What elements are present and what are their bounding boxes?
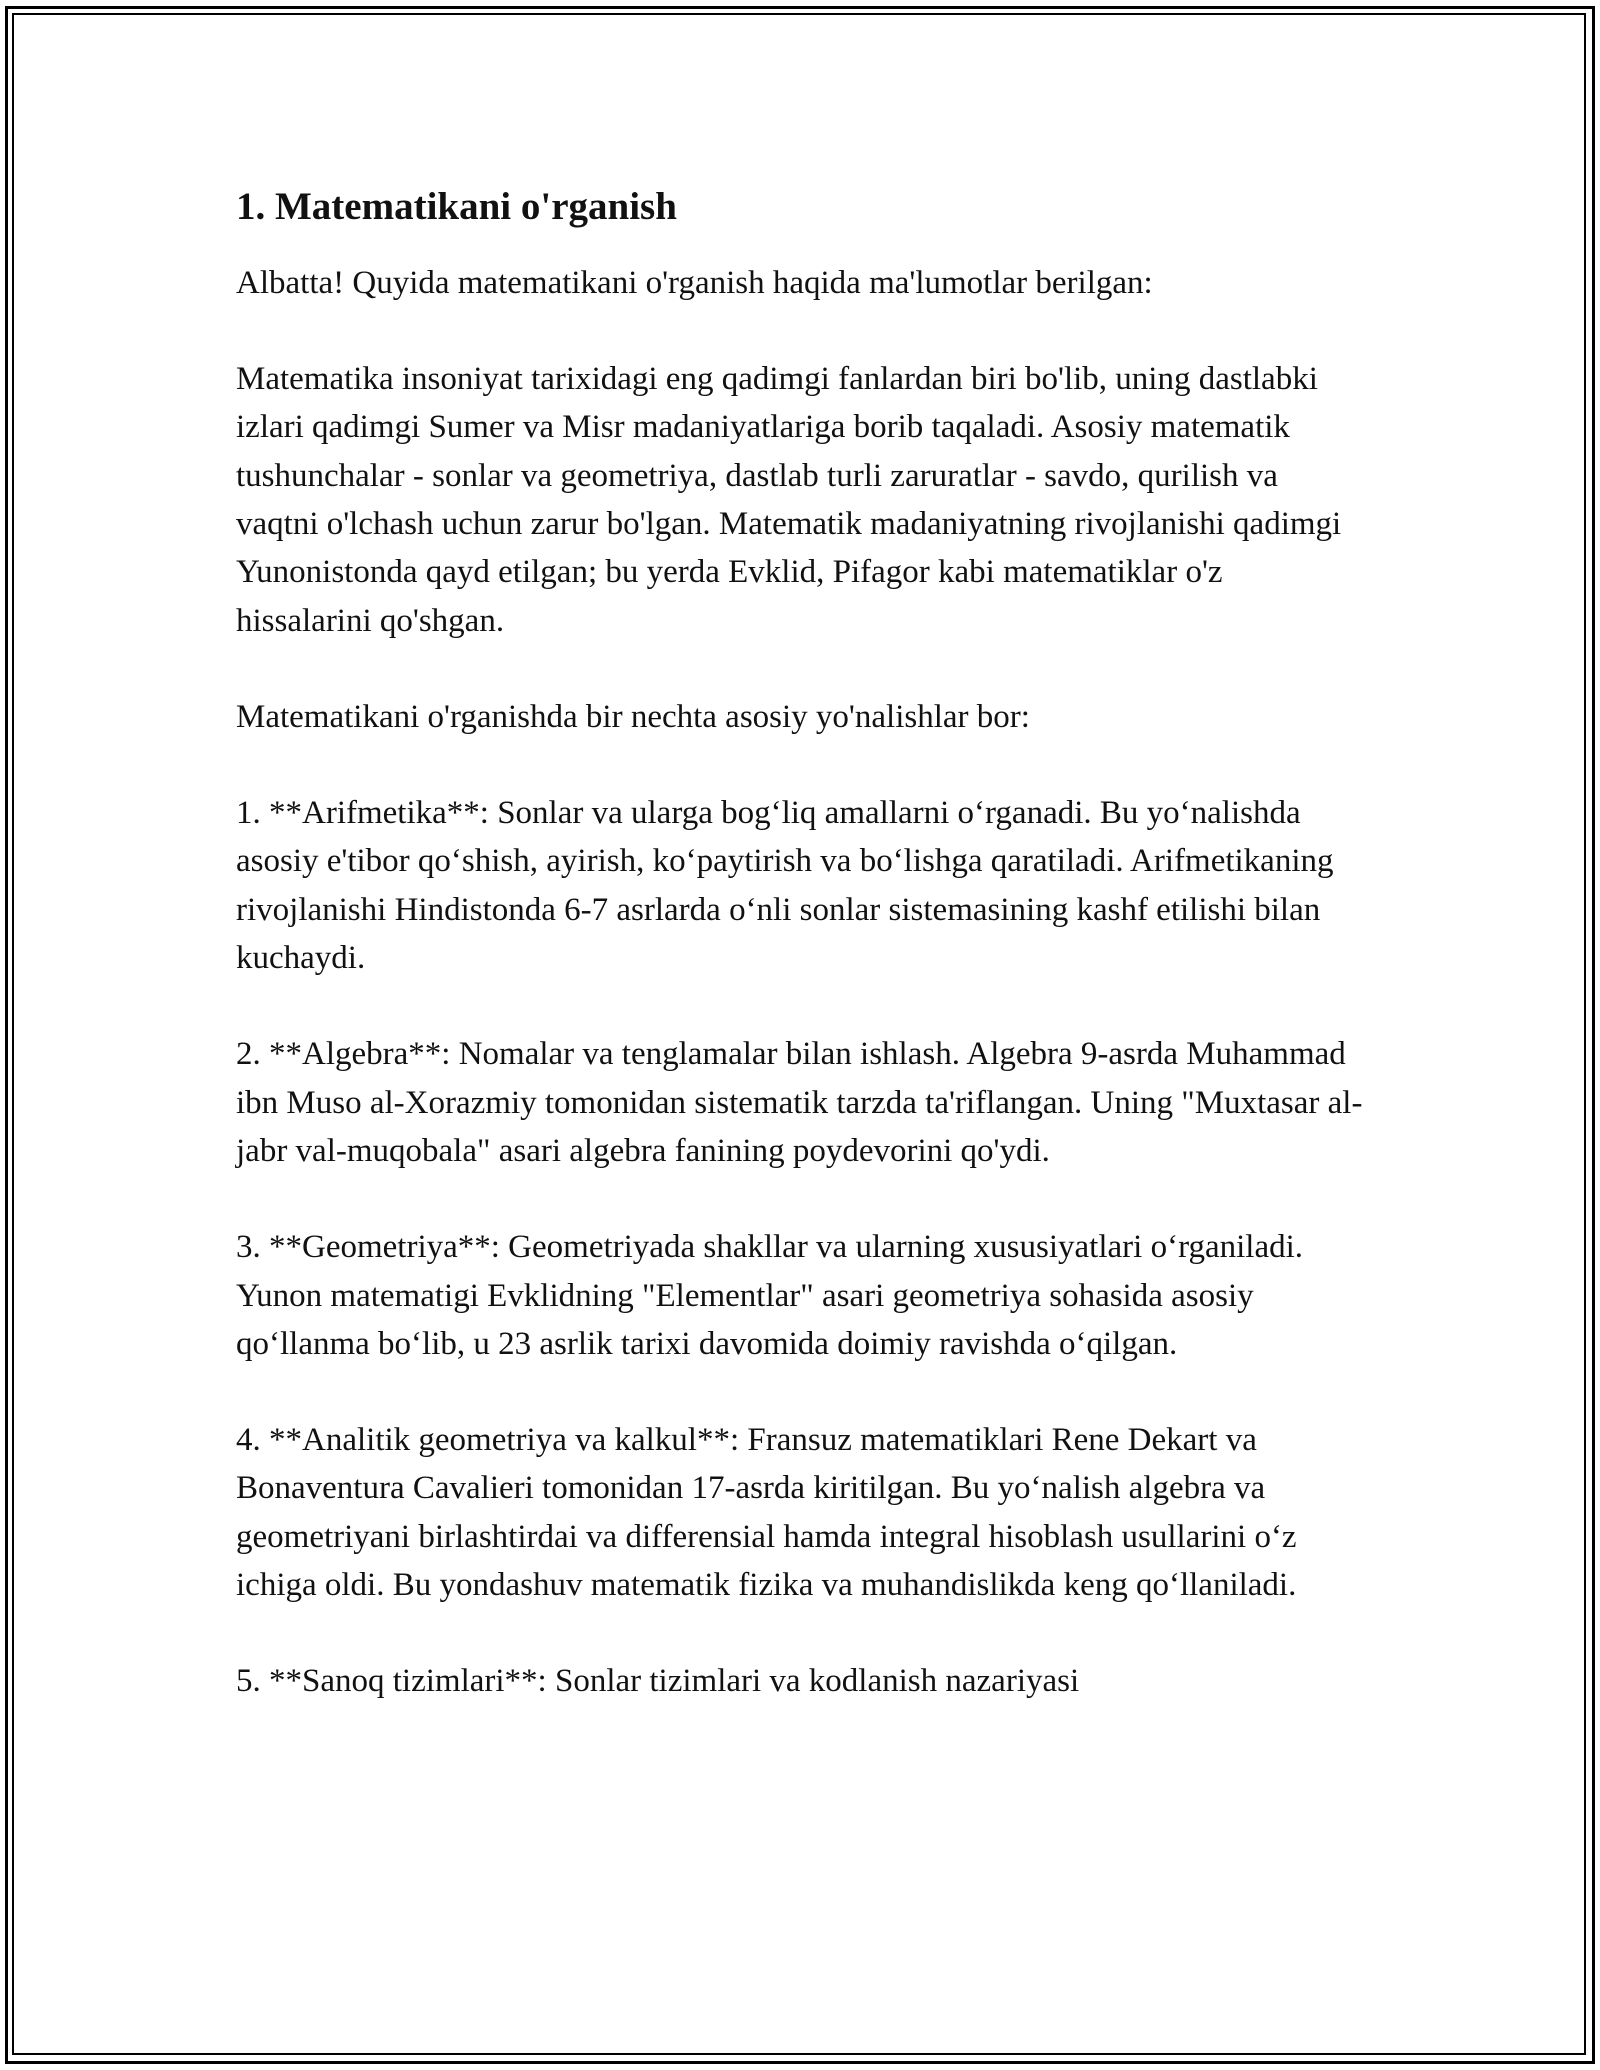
intro-paragraph: Albatta! Quyida matematikani o'rganish haqida ma'lumotlar berilgan:: [236, 264, 1153, 301]
document-body: [236, 184, 1366, 1754]
list-item-arithmetic: 1. **Arifmetika**: Sonlar va ularga bog‘liq amallarni o‘rganadi. Bu yo‘nalishda asosiy e'tibor qo‘shish, ayirish, ko‘paytirish va bo‘lishga qaratiladi. Arifmetikaning rivojlanishi Hindistonda 6-7 asrlarda o‘nli sonlar sistemasining kashf etilishi bilan kuchaydi.: [236, 795, 1334, 977]
list-item-analytic-geometry: 4. **Analitik geometriya va kalkul**: Fransuz matematiklari Rene Dekart va Bonaventura Cavalieri tomonidan 17-asrda kiritilgan. Bu yo‘nalish algebra va geometriyani birlashtirdai va differensial hamda integral hisoblash usullarini o‘z ichiga oldi. Bu yondashuv matematik fizika va muhandislikda keng qo‘llaniladi.: [236, 1422, 1297, 1604]
list-item-algebra: 2. **Algebra**: Nomalar va tenglamalar bilan ishlash. Algebra 9-asrda Muhammad ibn Muso al-Xorazmiy tomonidan sistematik tarzda ta'riflangan. Uning "Muxtasar al-jabr val-muqobala" asari algebra fanining poydevorini qo'ydi.: [236, 1036, 1363, 1169]
directions-intro-paragraph: Matematikani o'rganishda bir nechta asosiy yo'nalishlar bor:: [236, 698, 1030, 735]
list-item-geometry: 3. **Geometriya**: Geometriyada shakllar va ularning xususiyatlari o‘rganiladi. Yunon matematigi Evklidning "Elementlar" asari geometriya sohasida asosiy qo‘llanma bo‘lib, u 23 asrlik tarixi davomida doimiy ravishda o‘qilgan.: [236, 1229, 1304, 1362]
list-item-number-systems: 5. **Sanoq tizimlari**: Sonlar tizimlari va kodlanish nazariyasi: [236, 1663, 1080, 1700]
history-paragraph: Matematika insoniyat tarixidagi eng qadimgi fanlardan biri bo'lib, uning dastlabki izlari qadimgi Sumer va Misr madaniyatlariga borib taqaladi. Asosiy matematik tushunchalar - sonlar va geometriya, dastlab turli zaruratlar - savdo, qurilish va vaqtni o'lchash uchun zarur bo'lgan. Matematik madaniyatning rivojlanishi qadimgi Yunonistonda qayd etilgan; bu yerda Evklid, Pifagor kabi matematiklar o'z hissalarini qo'shgan.: [236, 361, 1342, 639]
page-title: 1. Matematikani o'rganish: [236, 185, 677, 228]
